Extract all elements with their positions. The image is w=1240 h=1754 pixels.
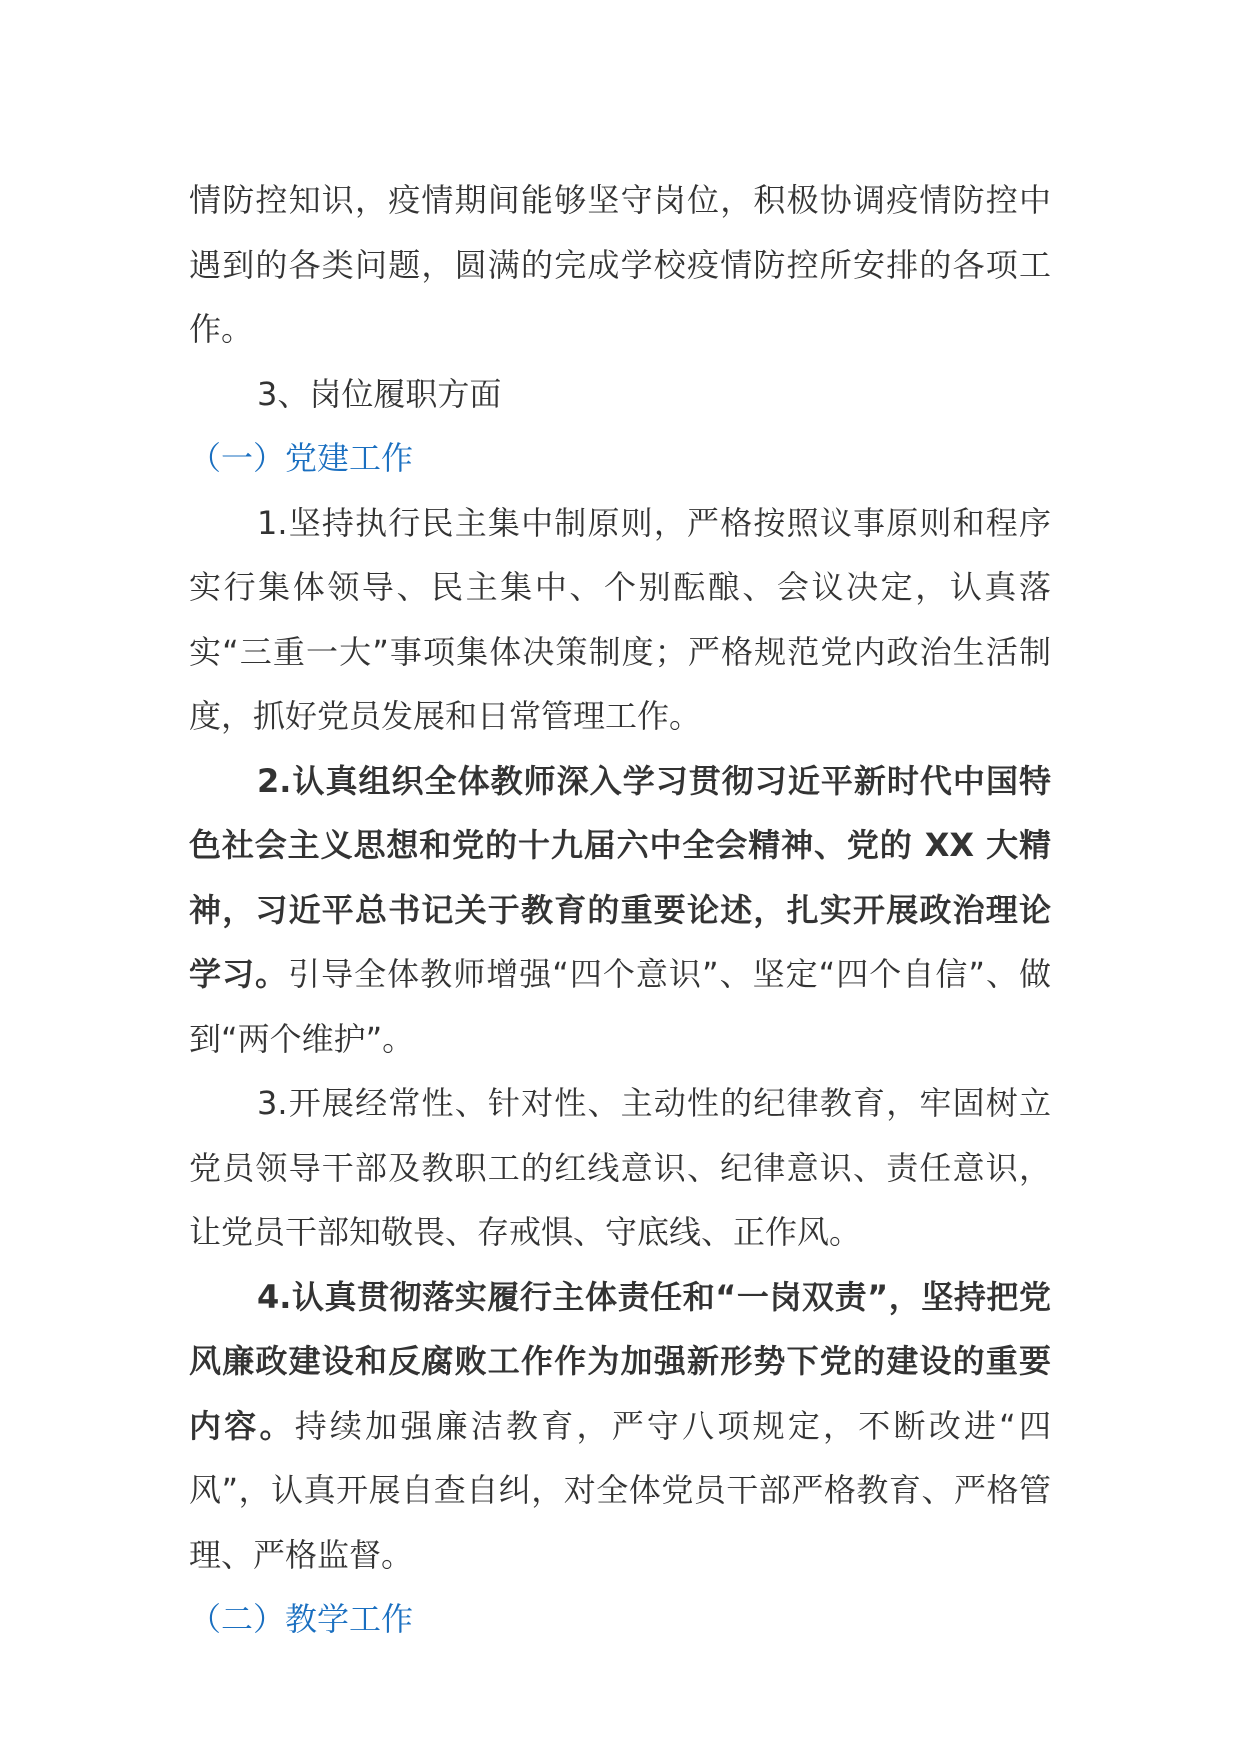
item-4-text: 持续加强廉洁教育，严守八项规定，不断改进“四风”，认真开展自查自纠，对全体党员干部严格教育、严格管理、严格监督。 <box>189 1406 1051 1574</box>
paragraph-item-1: 1.坚持执行民主集中制原则，严格按照议事原则和程序实行集体领导、民主集中、个别酝酿、会议决定，认真落实“三重一大”事项集体决策制度；严格规范党内政治生活制度，抓好党员发展和日常管理工作。 <box>189 503 1051 735</box>
subheading-teaching-work: （二）教学工作 <box>189 1600 414 1638</box>
paragraph-epidemic-prevention: 情防控知识，疫情期间能够坚守岗位，积极协调疫情防控中遇到的各类问题，圆满的完成学校疫情防控所安排的各项工作。 <box>189 181 1051 348</box>
subheading-party-building: （一）党建工作 <box>189 439 414 477</box>
document-page <box>189 168 1051 1652</box>
item-2-bold-text: 2.认真组织全体教师深入学习贯彻习近平新时代中国特色社会主义思想和党的十九届六中全会精神、党的 XX 大精神，习近平总书记关于教育的重要论述，扎实开展政治理论学习。 <box>189 761 1051 993</box>
paragraph-item-2 <box>189 749 1051 1072</box>
paragraph-item-4 <box>189 1265 1051 1588</box>
section-heading-job-duties: 3、岗位履职方面 <box>257 374 502 413</box>
paragraph-item-3: 3.开展经常性、针对性、主动性的纪律教育，牢固树立党员领导干部及教职工的红线意识、纪律意识、责任意识，让党员干部知敬畏、存戒惧、守底线、正作风。 <box>189 1084 1051 1251</box>
item-2-text: 引导全体教师增强“四个意识”、坚定“四个自信”、做到“两个维护”。 <box>189 955 1051 1058</box>
item-4-bold-text: 4.认真贯彻落实履行主体责任和“一岗双责”，坚持把党风廉政建设和反腐败工作作为加强新形势下党的建设的重要内容。 <box>189 1277 1051 1445</box>
